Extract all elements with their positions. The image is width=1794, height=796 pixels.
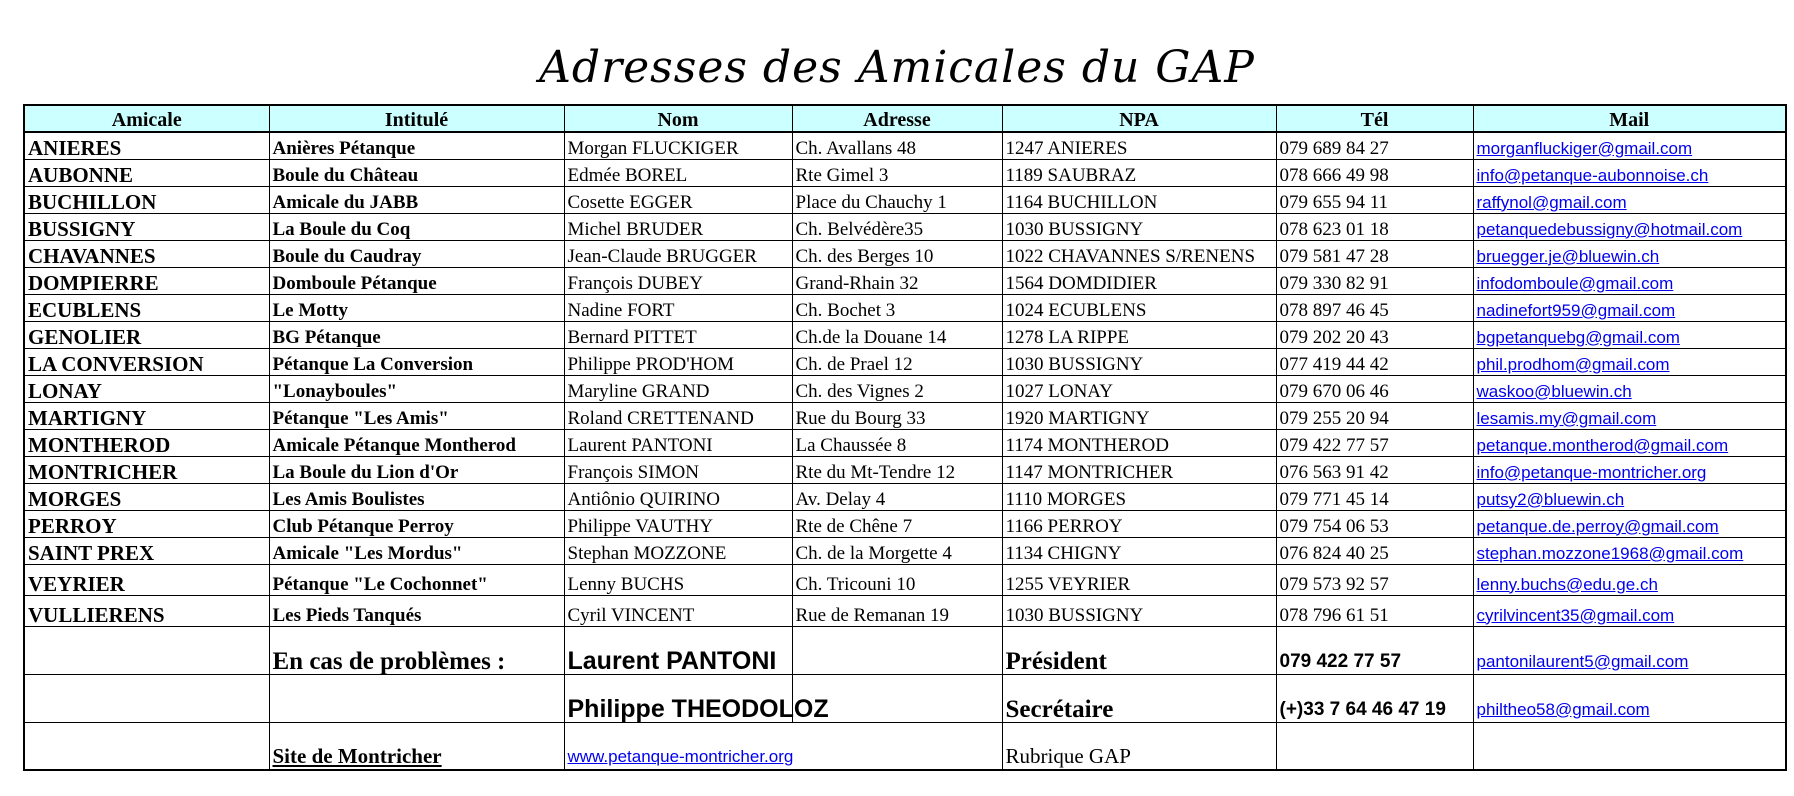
header-amicale: Amicale — [24, 105, 269, 132]
tel-cell: 076 563 91 42 — [1276, 456, 1473, 483]
empty-cell — [269, 674, 564, 722]
mail-link[interactable]: cyrilvincent35@gmail.com — [1473, 595, 1786, 626]
npa-cell: 1164 BUCHILLON — [1002, 186, 1276, 213]
npa-cell: 1189 SAUBRAZ — [1002, 159, 1276, 186]
empty-cell — [792, 626, 1002, 674]
mail-link[interactable]: nadinefort959@gmail.com — [1473, 294, 1786, 321]
npa-cell: 1022 CHAVANNES S/RENENS — [1002, 240, 1276, 267]
table-row — [24, 510, 1786, 537]
table-row — [24, 267, 1786, 294]
adresse-cell: Ch.de la Douane 14 — [792, 321, 1002, 348]
empty-cell — [24, 674, 269, 722]
table-row — [24, 348, 1786, 375]
amicales-table — [23, 104, 1787, 771]
mail-link[interactable]: bruegger.je@bluewin.ch — [1473, 240, 1786, 267]
mail-link[interactable]: raffynol@gmail.com — [1473, 186, 1786, 213]
amicale-cell: AUBONNE — [24, 159, 269, 186]
mail-link[interactable]: infodomboule@gmail.com — [1473, 267, 1786, 294]
empty-cell — [24, 722, 269, 770]
adresse-cell: Ch. des Vignes 2 — [792, 375, 1002, 402]
tel-cell: 079 202 20 43 — [1276, 321, 1473, 348]
nom-cell: François SIMON — [564, 456, 792, 483]
secretaire-role: Secrétaire — [1002, 674, 1276, 722]
adresse-cell: Grand-Rhain 32 — [792, 267, 1002, 294]
adresse-cell: Rte Gimel 3 — [792, 159, 1002, 186]
adresse-cell: Ch. de la Morgette 4 — [792, 537, 1002, 564]
header-nom: Nom — [564, 105, 792, 132]
site-row — [24, 722, 1786, 770]
nom-cell: Roland CRETTENAND — [564, 402, 792, 429]
table-row — [24, 456, 1786, 483]
intitule-cell: Pétanque La Conversion — [269, 348, 564, 375]
nom-cell: Jean-Claude BRUGGER — [564, 240, 792, 267]
president-name: Laurent PANTONI — [564, 626, 792, 674]
intitule-cell: Le Motty — [269, 294, 564, 321]
npa-cell: 1174 MONTHEROD — [1002, 429, 1276, 456]
npa-cell: 1030 BUSSIGNY — [1002, 348, 1276, 375]
table-row — [24, 132, 1786, 159]
intitule-cell: Boule du Caudray — [269, 240, 564, 267]
header-adresse: Adresse — [792, 105, 1002, 132]
contact-secretaire-row — [24, 674, 1786, 722]
mail-link[interactable]: morganfluckiger@gmail.com — [1473, 132, 1786, 159]
tel-cell: 079 771 45 14 — [1276, 483, 1473, 510]
tel-cell: 079 573 92 57 — [1276, 564, 1473, 595]
nom-cell: Philippe PROD'HOM — [564, 348, 792, 375]
tel-cell: 078 666 49 98 — [1276, 159, 1473, 186]
table-row — [24, 537, 1786, 564]
intitule-cell: Les Amis Boulistes — [269, 483, 564, 510]
intitule-cell: Pétanque "Le Cochonnet" — [269, 564, 564, 595]
table-row — [24, 186, 1786, 213]
tel-cell: 079 655 94 11 — [1276, 186, 1473, 213]
npa-cell: 1920 MARTIGNY — [1002, 402, 1276, 429]
intitule-cell: Amicale "Les Mordus" — [269, 537, 564, 564]
npa-cell: 1166 PERROY — [1002, 510, 1276, 537]
nom-cell: Laurent PANTONI — [564, 429, 792, 456]
tel-cell: 077 419 44 42 — [1276, 348, 1473, 375]
mail-link[interactable]: info@petanque-montricher.org — [1473, 456, 1786, 483]
tel-cell: 078 623 01 18 — [1276, 213, 1473, 240]
adresse-cell: Place du Chauchy 1 — [792, 186, 1002, 213]
tel-cell: 078 897 46 45 — [1276, 294, 1473, 321]
amicale-cell: MORGES — [24, 483, 269, 510]
amicale-cell: PERROY — [24, 510, 269, 537]
secretaire-tel: (+)33 7 64 46 47 19 — [1276, 674, 1473, 722]
nom-cell: Maryline GRAND — [564, 375, 792, 402]
mail-link[interactable]: petanquedebussigny@hotmail.com — [1473, 213, 1786, 240]
table-row — [24, 321, 1786, 348]
tel-cell: 079 422 77 57 — [1276, 429, 1473, 456]
intitule-cell: Domboule Pétanque — [269, 267, 564, 294]
table-row — [24, 240, 1786, 267]
site-label: Site de Montricher — [269, 722, 564, 770]
amicale-cell: VULLIERENS — [24, 595, 269, 626]
tel-cell: 079 330 82 91 — [1276, 267, 1473, 294]
tel-cell: 079 689 84 27 — [1276, 132, 1473, 159]
intitule-cell: La Boule du Coq — [269, 213, 564, 240]
table-row — [24, 402, 1786, 429]
amicale-cell: SAINT PREX — [24, 537, 269, 564]
mail-link[interactable]: phil.prodhom@gmail.com — [1473, 348, 1786, 375]
adresse-cell: Ch. des Berges 10 — [792, 240, 1002, 267]
intitule-cell: Amicale Pétanque Montherod — [269, 429, 564, 456]
nom-cell: François DUBEY — [564, 267, 792, 294]
amicale-cell: ECUBLENS — [24, 294, 269, 321]
nom-cell: Michel BRUDER — [564, 213, 792, 240]
contact-president-row — [24, 626, 1786, 674]
table-row — [24, 483, 1786, 510]
amicale-cell: LONAY — [24, 375, 269, 402]
npa-cell: 1024 ECUBLENS — [1002, 294, 1276, 321]
adresse-cell: Ch. Belvédère35 — [792, 213, 1002, 240]
amicale-cell: CHAVANNES — [24, 240, 269, 267]
mail-link[interactable]: waskoo@bluewin.ch — [1473, 375, 1786, 402]
nom-cell: Edmée BOREL — [564, 159, 792, 186]
amicale-cell: DOMPIERRE — [24, 267, 269, 294]
amicale-cell: LA CONVERSION — [24, 348, 269, 375]
npa-cell: 1110 MORGES — [1002, 483, 1276, 510]
empty-cell — [1276, 722, 1473, 770]
amicale-cell: MARTIGNY — [24, 402, 269, 429]
intitule-cell: Anières Pétanque — [269, 132, 564, 159]
npa-cell: 1027 LONAY — [1002, 375, 1276, 402]
adresse-cell: Rue du Bourg 33 — [792, 402, 1002, 429]
adresse-cell: Ch. de Prael 12 — [792, 348, 1002, 375]
npa-cell: 1255 VEYRIER — [1002, 564, 1276, 595]
adresse-cell: La Chaussée 8 — [792, 429, 1002, 456]
header-tel: Tél — [1276, 105, 1473, 132]
npa-cell: 1134 CHIGNY — [1002, 537, 1276, 564]
secretaire-name: Philippe THEODOLOZ — [564, 674, 792, 722]
adresse-cell: Rte de Chêne 7 — [792, 510, 1002, 537]
amicale-cell: MONTRICHER — [24, 456, 269, 483]
mail-link[interactable]: info@petanque-aubonnoise.ch — [1473, 159, 1786, 186]
nom-cell: Morgan FLUCKIGER — [564, 132, 792, 159]
president-role: Président — [1002, 626, 1276, 674]
empty-cell — [1473, 722, 1786, 770]
mail-link[interactable]: petanque.de.perroy@gmail.com — [1473, 510, 1786, 537]
intitule-cell: Les Pieds Tanqués — [269, 595, 564, 626]
adresse-cell: Ch. Bochet 3 — [792, 294, 1002, 321]
nom-cell: Lenny BUCHS — [564, 564, 792, 595]
amicale-cell: MONTHEROD — [24, 429, 269, 456]
intitule-cell: Club Pétanque Perroy — [269, 510, 564, 537]
npa-cell: 1278 LA RIPPE — [1002, 321, 1276, 348]
nom-cell: Cosette EGGER — [564, 186, 792, 213]
amicale-cell: BUSSIGNY — [24, 213, 269, 240]
header-mail: Mail — [1473, 105, 1786, 132]
header-row — [24, 105, 1786, 132]
mail-link[interactable]: stephan.mozzone1968@gmail.com — [1473, 537, 1786, 564]
amicale-cell: BUCHILLON — [24, 186, 269, 213]
site-rubrique: Rubrique GAP — [1002, 722, 1276, 770]
table-row — [24, 564, 1786, 595]
mail-link[interactable]: lenny.buchs@edu.ge.ch — [1473, 564, 1786, 595]
nom-cell: Antiônio QUIRINO — [564, 483, 792, 510]
table-row — [24, 213, 1786, 240]
secretaire-mail-link[interactable]: philtheo58@gmail.com — [1473, 674, 1786, 722]
npa-cell: 1564 DOMDIDIER — [1002, 267, 1276, 294]
adresse-cell: Av. Delay 4 — [792, 483, 1002, 510]
nom-cell: Cyril VINCENT — [564, 595, 792, 626]
nom-cell: Bernard PITTET — [564, 321, 792, 348]
table-row — [24, 375, 1786, 402]
intitule-cell: Boule du Château — [269, 159, 564, 186]
nom-cell: Nadine FORT — [564, 294, 792, 321]
site-url-link[interactable]: www.petanque-montricher.org — [567, 747, 794, 766]
mail-link[interactable]: putsy2@bluewin.ch — [1473, 483, 1786, 510]
intitule-cell: BG Pétanque — [269, 321, 564, 348]
adresse-cell: Ch. Tricouni 10 — [792, 564, 1002, 595]
tel-cell: 078 796 61 51 — [1276, 595, 1473, 626]
president-tel: 079 422 77 57 — [1276, 626, 1473, 674]
header-intitule: Intitulé — [269, 105, 564, 132]
npa-cell: 1030 BUSSIGNY — [1002, 595, 1276, 626]
mail-link[interactable]: lesamis.my@gmail.com — [1473, 402, 1786, 429]
tel-cell: 079 754 06 53 — [1276, 510, 1473, 537]
amicale-cell: ANIERES — [24, 132, 269, 159]
table-row — [24, 159, 1786, 186]
nom-cell: Stephan MOZZONE — [564, 537, 792, 564]
tel-cell: 079 255 20 94 — [1276, 402, 1473, 429]
npa-cell: 1030 BUSSIGNY — [1002, 213, 1276, 240]
tel-cell: 076 824 40 25 — [1276, 537, 1473, 564]
table-row — [24, 595, 1786, 626]
adresse-cell: Ch. Avallans 48 — [792, 132, 1002, 159]
table-row — [24, 294, 1786, 321]
empty-cell — [24, 626, 269, 674]
contact-label: En cas de problèmes : — [269, 626, 564, 674]
tel-cell: 079 581 47 28 — [1276, 240, 1473, 267]
amicale-cell: GENOLIER — [24, 321, 269, 348]
intitule-cell: "Lonayboules" — [269, 375, 564, 402]
adresse-cell: Rue de Remanan 19 — [792, 595, 1002, 626]
mail-link[interactable]: bgpetanquebg@gmail.com — [1473, 321, 1786, 348]
npa-cell: 1247 ANIERES — [1002, 132, 1276, 159]
amicale-cell: VEYRIER — [24, 564, 269, 595]
president-mail-link[interactable]: pantonilaurent5@gmail.com — [1473, 626, 1786, 674]
npa-cell: 1147 MONTRICHER — [1002, 456, 1276, 483]
tel-cell: 079 670 06 46 — [1276, 375, 1473, 402]
mail-link[interactable]: petanque.montherod@gmail.com — [1473, 429, 1786, 456]
intitule-cell: La Boule du Lion d'Or — [269, 456, 564, 483]
adresse-cell: Rte du Mt-Tendre 12 — [792, 456, 1002, 483]
nom-cell: Philippe VAUTHY — [564, 510, 792, 537]
page-title: Adresses des Amicales du GAP — [539, 42, 1255, 93]
table-row — [24, 429, 1786, 456]
header-npa: NPA — [1002, 105, 1276, 132]
intitule-cell: Pétanque "Les Amis" — [269, 402, 564, 429]
intitule-cell: Amicale du JABB — [269, 186, 564, 213]
